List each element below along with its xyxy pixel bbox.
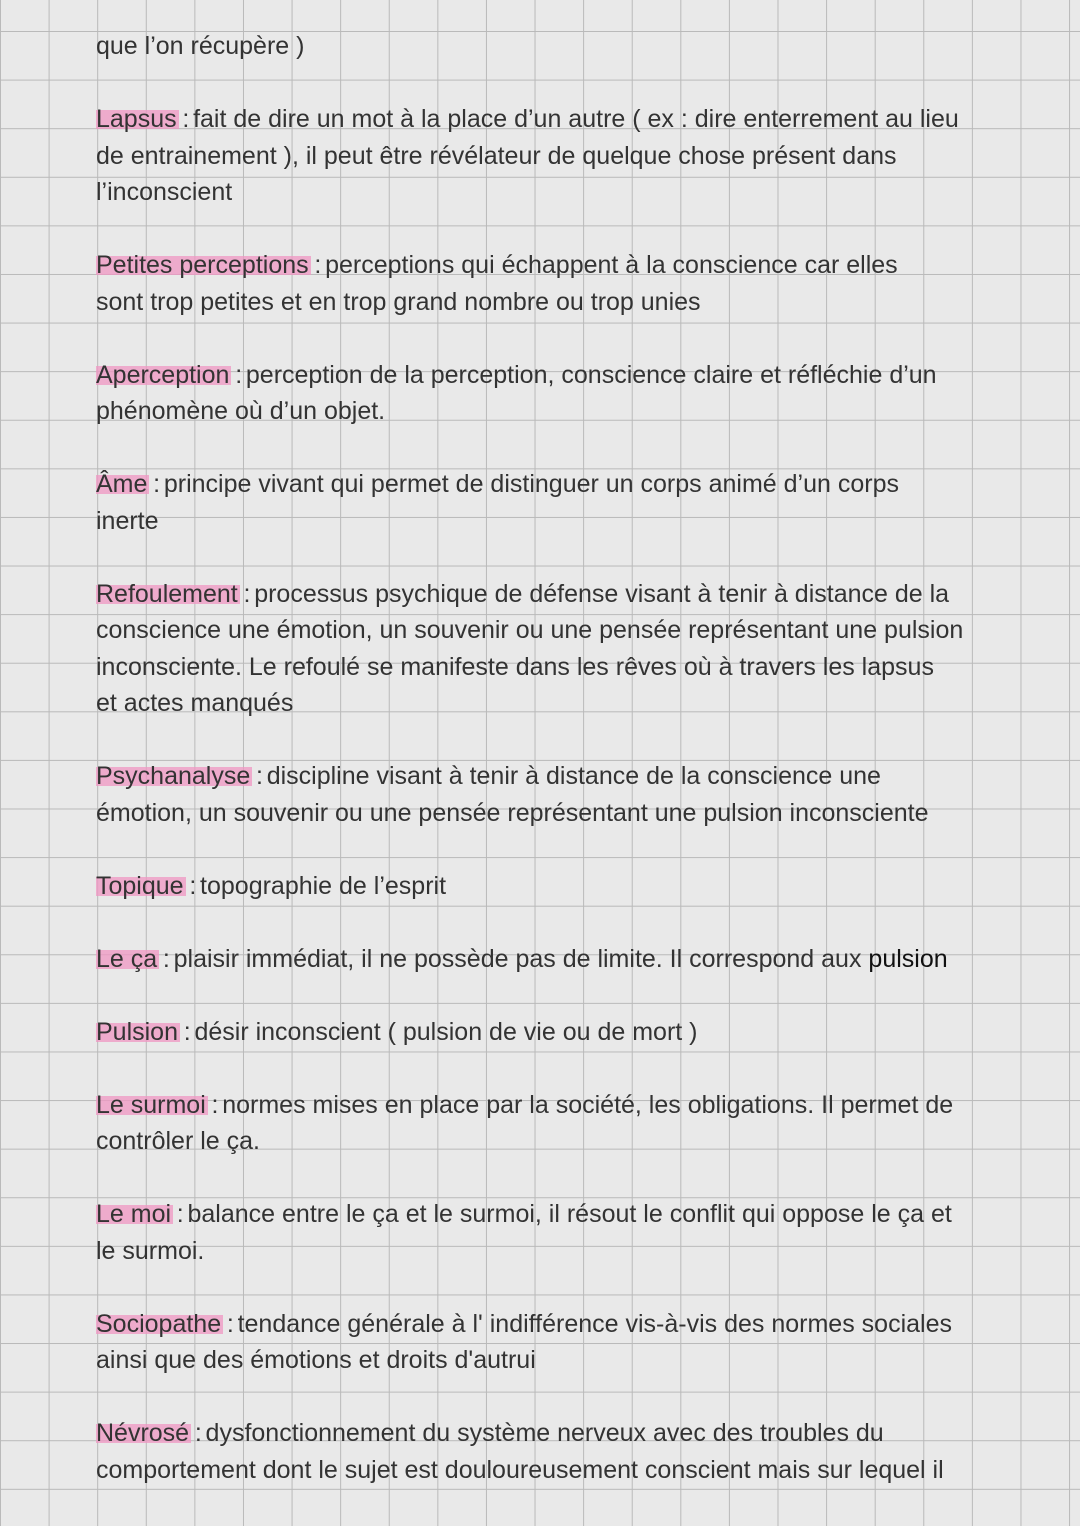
definition-line: sont trop petites et en trop grand nombre ou trop unies (96, 287, 701, 316)
definition-line: l’inconscient (96, 178, 233, 206)
entry-sociopathe (96, 1306, 1036, 1379)
term-separator: : (314, 251, 322, 279)
entry-psychanalyse (96, 758, 1036, 831)
entry-topique (96, 868, 1036, 905)
definition-line: émotion, un souvenir ou une pensée représentant une pulsion inconsciente (96, 798, 929, 827)
term-le-ca: Le ça (96, 944, 158, 973)
term-ame: Âme (96, 470, 148, 498)
definition-line: inconsciente. Le refoulé se manifeste dans les rêves où à travers les lapsus (96, 652, 934, 681)
definition-line: dysfonctionnement du système nerveux avec des troubles du (205, 1419, 884, 1447)
term-separator: : (183, 1017, 191, 1046)
definition-line: principe vivant qui permet de distinguer un corps animé d’un corps (163, 470, 899, 498)
entry-pulsion (96, 1014, 1036, 1051)
entry-lapsus (96, 101, 1036, 211)
definition-line: de entrainement ), il peut être révélateur de quelque chose présent dans (96, 141, 897, 170)
term-separator: : (235, 360, 243, 389)
term-pulsion: Pulsion (96, 1017, 178, 1046)
term-sociopathe: Sociopathe (96, 1309, 222, 1338)
term-refoulement: Refoulement (96, 579, 238, 608)
term-separator: : (189, 871, 197, 900)
term-petites-perceptions: Petites perceptions (96, 251, 309, 279)
definition-line: fait de dire un mot à la place d’un autre ( ex : dire enterrement au lieu (193, 105, 959, 133)
term-separator: : (243, 579, 251, 608)
definition-line: phénomène où d’un objet. (96, 397, 386, 425)
definition-line: comportement dont le sujet est douloureusement conscient mais sur lequel il (96, 1455, 944, 1484)
entry-le-ca (96, 941, 1036, 978)
definition-line: tendance générale à l' indifférence vis-à-vis des normes sociales (237, 1309, 952, 1338)
definition-line: conscience une émotion, un souvenir ou une pensée représentant une pulsion (96, 616, 964, 644)
definition-line: processus psychique de défense visant à tenir à distance de la (254, 579, 950, 608)
definition-line: plaisir immédiat, il ne possède pas de limite. Il correspond aux (173, 944, 862, 973)
term-separator: : (211, 1090, 219, 1119)
notes-sheet (96, 28, 1036, 1488)
term-lapsus: Lapsus (96, 105, 177, 133)
term-nevrose: Névrosé (96, 1419, 190, 1447)
entry-refoulement (96, 576, 1036, 722)
definition-line-end: pulsion (868, 944, 948, 973)
definition-line: perception de la perception, conscience claire et réfléchie d’un (245, 360, 937, 389)
entry-petites-perceptions (96, 247, 1036, 320)
term-separator: : (226, 1309, 234, 1338)
entry-le-surmoi (96, 1087, 1036, 1160)
term-separator: : (176, 1200, 184, 1228)
term-separator: : (256, 762, 263, 790)
term-separator: : (194, 1419, 202, 1447)
definition-line: balance entre le ça et le surmoi, il résout le conflit qui oppose le ça et (187, 1200, 952, 1228)
entry-aperception (96, 357, 1036, 430)
entry-ame (96, 466, 1036, 539)
term-separator: : (162, 944, 170, 973)
term-topique: Topique (96, 871, 184, 900)
definition-line: inerte (96, 506, 159, 535)
entry-nevrose (96, 1415, 1036, 1488)
term-le-moi: Le moi (96, 1200, 172, 1228)
term-psychanalyse: Psychanalyse (96, 762, 251, 790)
definition-line: ainsi que des émotions et droits d'autrui (96, 1346, 536, 1374)
term-separator: : (153, 470, 161, 498)
definition-line: contrôler le ça. (96, 1127, 260, 1155)
definition-line: désir inconscient ( pulsion de vie ou de mort ) (194, 1017, 698, 1046)
definition-line: discipline visant à tenir à distance de la conscience une (266, 762, 881, 790)
intro-line: que l’on récupère ) (96, 32, 305, 60)
term-le-surmoi: Le surmoi (96, 1090, 206, 1119)
definition-line: perceptions qui échappent à la conscience car elles (325, 251, 898, 279)
entry-le-moi (96, 1196, 1036, 1269)
definition-line: le surmoi. (96, 1236, 205, 1265)
term-separator: : (182, 105, 190, 133)
definition-line: et actes manqués (96, 689, 294, 717)
definition-line: topographie de l’esprit (200, 871, 447, 900)
definition-line: normes mises en place par la société, les obligations. Il permet de (222, 1090, 954, 1119)
term-aperception: Aperception (96, 360, 230, 389)
